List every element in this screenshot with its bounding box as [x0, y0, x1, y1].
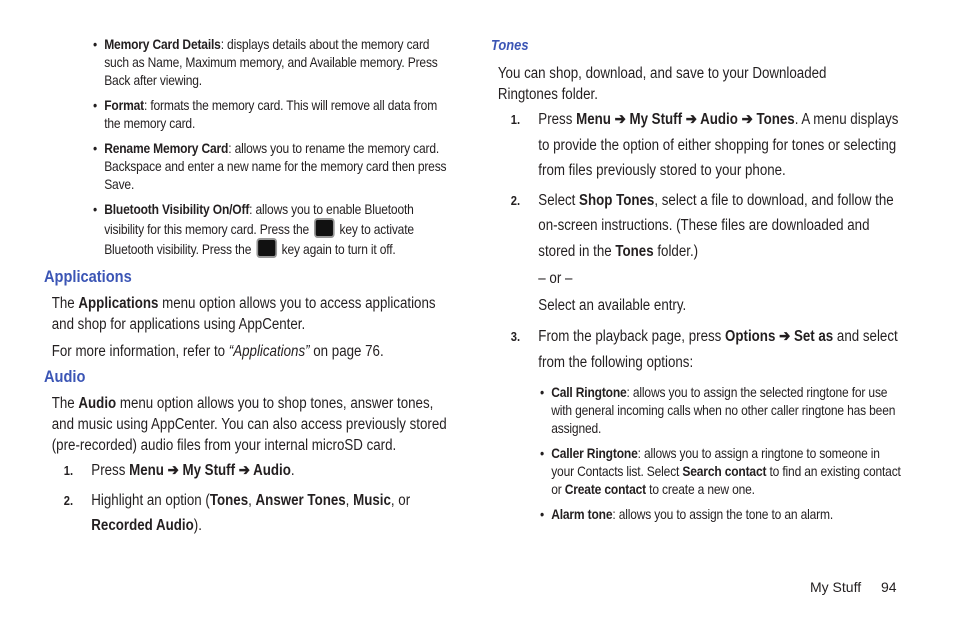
text-segment: to create a new one.: [645, 481, 755, 497]
bullet-icon: •: [540, 506, 545, 522]
text-segment: From the playback page, press: [538, 328, 726, 345]
bold-text: Format: [104, 97, 144, 113]
text-segment: , select a file to download, and follow the on-screen instructions. (These files are downloaded and stored in the: [538, 191, 894, 260]
bullet-icon: •: [540, 384, 545, 400]
text-segment: Select: [538, 191, 580, 209]
bullet-icon: •: [93, 140, 98, 156]
right-column: [491, 35, 901, 523]
step-number: 2.: [63, 492, 74, 508]
bold-text: Audio: [78, 395, 117, 412]
bullet-caller-ringtone: [540, 444, 901, 498]
text-segment: ,: [345, 491, 354, 509]
heading-applications: Applications: [44, 267, 132, 286]
text-segment: For more information, refer to: [51, 343, 229, 360]
bold-text: Memory Card Details: [104, 36, 221, 52]
text-segment: : allows you to rename the memory card. Backspace and enter a new name for the memory card then press Save.: [104, 140, 447, 192]
bullet-format: [93, 96, 454, 132]
bold-text: Music: [353, 491, 391, 509]
text-segment: Select an available entry.: [538, 297, 687, 314]
left-column: [44, 35, 454, 539]
bold-text: Recorded Audio: [91, 517, 194, 534]
page-number: 94: [881, 579, 897, 595]
bullet-rename-memory-card: [93, 139, 454, 193]
key-icon: [314, 218, 335, 238]
bold-text: Menu ➔ My Stuff ➔ Audio: [129, 462, 291, 479]
text-segment: – or –: [538, 270, 573, 287]
audio-paragraph: [52, 393, 454, 456]
text-segment: Highlight an option (: [91, 491, 210, 509]
bold-text: Tones: [615, 242, 654, 260]
text-segment: ).: [193, 517, 202, 534]
text-segment: .: [290, 462, 295, 479]
bold-text: Tones: [209, 491, 249, 509]
text-segment: on page 76.: [309, 343, 384, 360]
tones-intro: [498, 63, 859, 105]
text-segment: : formats the memory card. This will remove all data from the memory card.: [104, 97, 438, 131]
text-segment: menu option allows you to access applications and shop for applications using AppCenter.: [51, 295, 436, 333]
audio-step-1: [63, 458, 454, 484]
bold-text: Menu ➔ My Stuff ➔ Audio ➔ Tones: [576, 111, 795, 128]
text-segment: to find an existing contact or: [551, 463, 901, 497]
text-segment: ,: [248, 491, 256, 509]
text-segment: The: [51, 395, 79, 412]
text-segment: : allows you to assign the tone to an alarm.: [612, 506, 834, 522]
text-segment: , or: [390, 491, 411, 509]
footer-section: My Stuff: [810, 579, 862, 595]
step-number: 3.: [510, 329, 521, 344]
bold-text: Create contact: [564, 481, 646, 497]
step-number: 1.: [510, 112, 521, 127]
step-number: 1.: [63, 463, 74, 478]
bold-text: Alarm tone: [551, 506, 613, 522]
tones-step-3: [510, 324, 901, 375]
bold-text: Bluetooth Visibility On/Off: [104, 201, 250, 217]
or-separator: [538, 268, 901, 289]
audio-step-2: [63, 488, 418, 539]
heading-tones: Tones: [491, 37, 529, 54]
heading-audio: Audio: [44, 367, 86, 386]
bullet-icon: •: [93, 36, 98, 52]
bold-text: Options ➔ Set as: [725, 328, 834, 345]
text-segment: Press: [91, 462, 130, 479]
text-segment: Press: [538, 111, 577, 128]
text-segment: and select from the following options:: [538, 328, 898, 371]
bullet-icon: •: [93, 97, 98, 113]
text-segment: : allows you to enable Bluetooth visibility for this memory card. Press the: [104, 201, 414, 237]
tones-step-1: [510, 107, 901, 184]
text-segment: : allows you to assign the selected ringtone for use with general incoming calls when no other caller ringtone has been assigned.: [551, 384, 896, 436]
text-segment: . A menu displays to provide the option of either shopping for tones or selecting from files previously stored to your phone.: [538, 111, 899, 179]
step-number: 2.: [510, 192, 521, 208]
applications-paragraph: [52, 293, 454, 335]
bullet-icon: •: [540, 445, 545, 461]
bold-text: Applications: [78, 295, 159, 312]
bullet-bluetooth-visibility: [93, 200, 454, 258]
text-segment: : displays details about the memory card such as Name, Maximum memory, and Available memory. Press Back after viewing.: [104, 36, 438, 88]
text-segment: folder.): [653, 242, 699, 260]
bold-text: Shop Tones: [579, 191, 655, 209]
text-segment: key again to turn it off.: [278, 241, 396, 257]
text-segment: You can shop, download, and save to your Downloaded Ringtones folder.: [497, 65, 827, 103]
tones-step-2: [510, 188, 901, 265]
italic-text: “Applications”: [228, 343, 310, 360]
text-segment: The: [51, 295, 79, 312]
bullet-memory-card-details: [93, 35, 454, 89]
bullet-call-ringtone: [540, 383, 901, 437]
applications-reference: [52, 341, 454, 362]
alternative-text: [538, 295, 901, 316]
text-segment: menu option allows you to shop tones, answer tones, and music using AppCenter. You can also access previously stored (pre-recorded) audio files from your internal microSD card.: [51, 395, 447, 454]
text-segment: : allows you to assign a ringtone to someone in your Contacts list. Select: [551, 445, 880, 479]
bold-text: Call Ringtone: [551, 384, 627, 400]
key-icon: [256, 238, 277, 258]
bold-text: Answer Tones: [255, 491, 346, 509]
bullet-icon: •: [93, 201, 98, 217]
bullet-alarm-tone: [540, 505, 901, 523]
bold-text: Caller Ringtone: [551, 445, 638, 461]
bold-text: Search contact: [682, 463, 767, 479]
bold-text: Rename Memory Card: [104, 140, 229, 156]
text-segment: key to activate Bluetooth visibility. Press the: [104, 221, 414, 257]
